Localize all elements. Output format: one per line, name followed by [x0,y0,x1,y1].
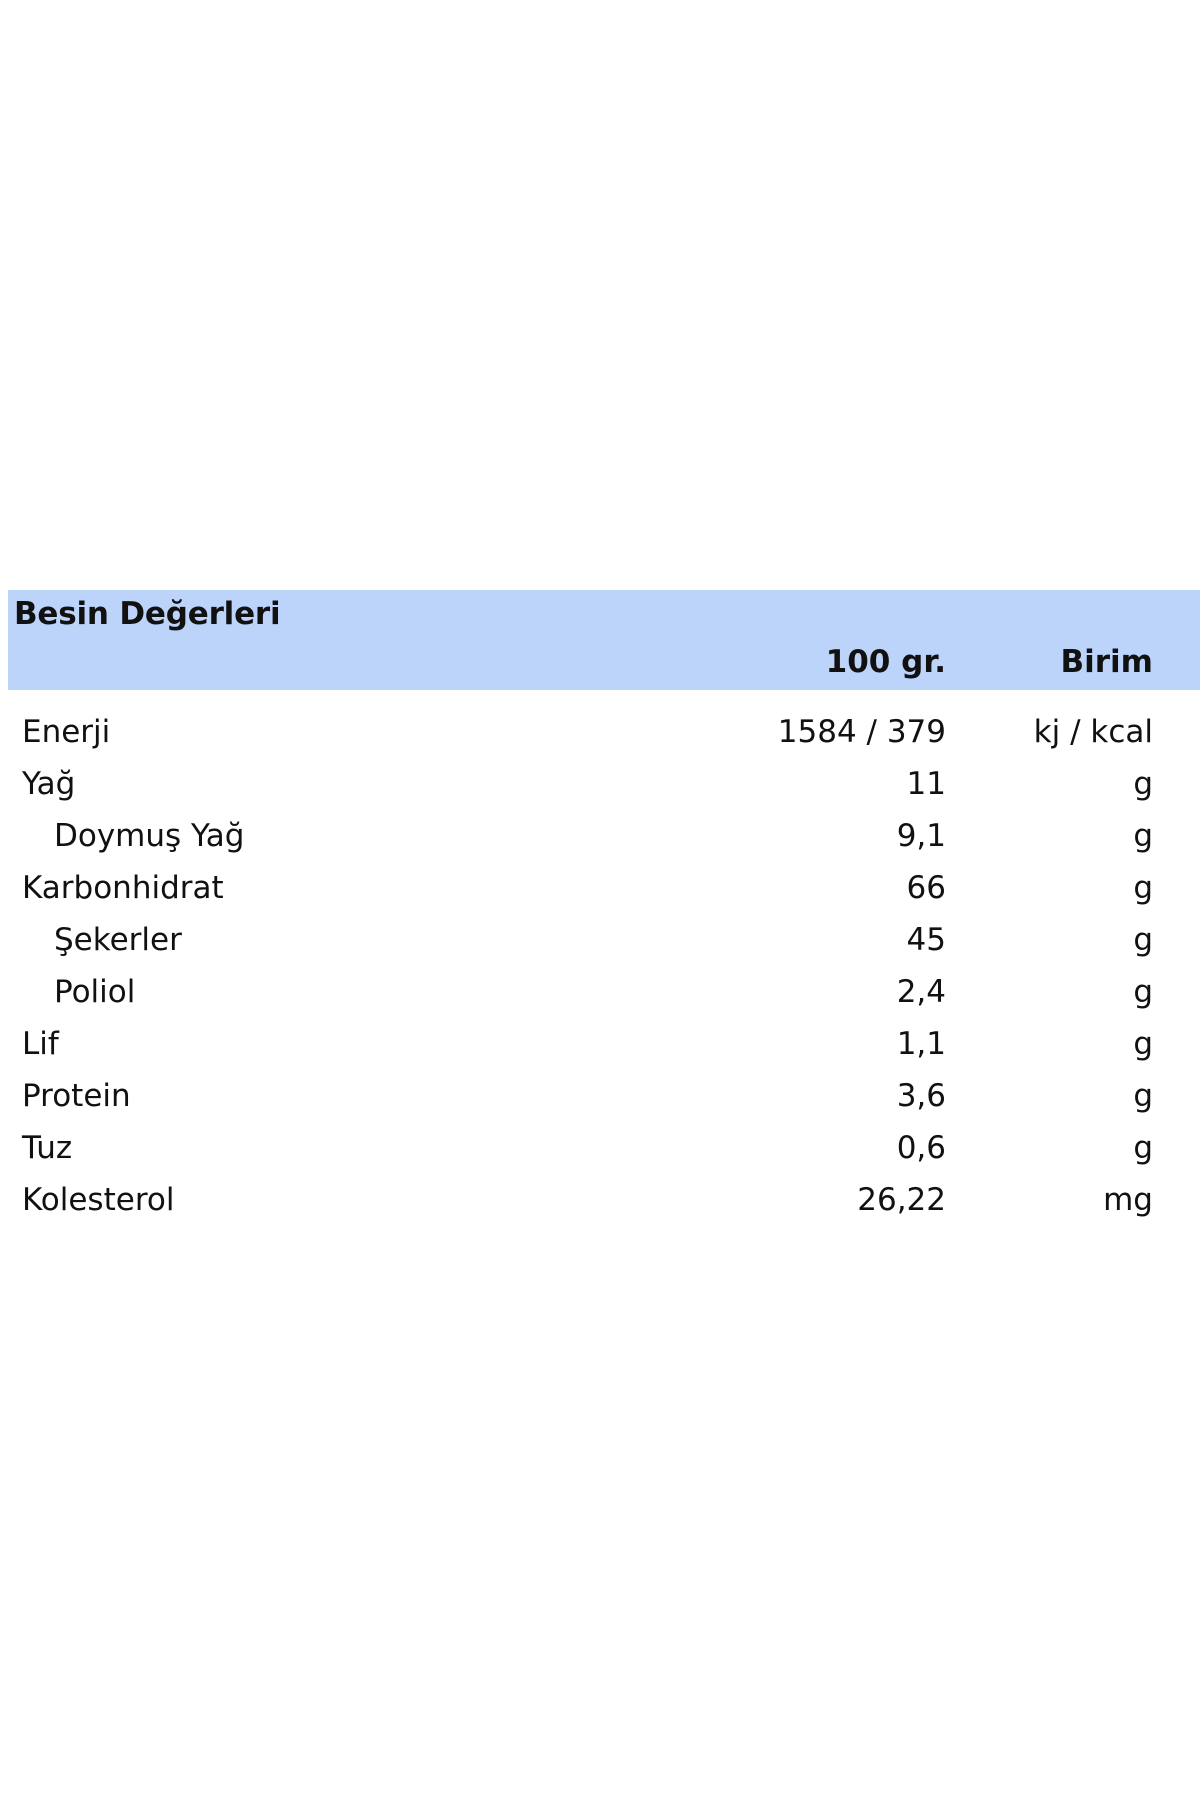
nutrient-amount: 45 [906,922,946,958]
nutrient-unit: g [1133,870,1153,906]
nutrient-name: Karbonhidrat [22,870,224,906]
nutrient-name: Şekerler [54,922,182,958]
nutrient-name: Poliol [54,974,136,1010]
nutrient-unit: g [1133,818,1153,854]
table-row [8,1122,1200,1174]
nutrient-unit: g [1133,974,1153,1010]
table-body [8,690,1200,1226]
table-row [8,862,1200,914]
table-row [8,966,1200,1018]
table-row [8,706,1200,758]
nutrient-amount: 2,4 [896,974,946,1010]
nutrition-facts-table [8,590,1200,1226]
table-row [8,810,1200,862]
nutrient-amount: 1584 / 379 [777,714,946,750]
nutrient-unit: kj / kcal [1033,714,1153,750]
nutrient-unit: g [1133,1130,1153,1166]
table-row [8,758,1200,810]
nutrient-amount: 3,6 [896,1078,946,1114]
table-row [8,914,1200,966]
amount-column-header: 100 gr. [825,644,946,680]
table-title: Besin Değerleri [14,596,281,632]
nutrient-amount: 11 [906,766,946,802]
nutrient-unit: g [1133,1078,1153,1114]
nutrient-amount: 0,6 [896,1130,946,1166]
unit-column-header: Birim [1060,644,1153,680]
nutrient-name: Yağ [22,766,76,802]
nutrient-name: Kolesterol [22,1182,175,1218]
nutrient-name: Protein [22,1078,131,1114]
table-row [8,1070,1200,1122]
table-row [8,1174,1200,1226]
nutrient-name: Tuz [22,1130,73,1166]
nutrient-amount: 26,22 [857,1182,946,1218]
nutrient-name: Doymuş Yağ [54,818,245,854]
nutrient-unit: mg [1103,1182,1153,1218]
nutrient-amount: 1,1 [896,1026,946,1062]
nutrient-unit: g [1133,766,1153,802]
nutrient-name: Lif [22,1026,59,1062]
nutrient-amount: 66 [906,870,946,906]
nutrient-unit: g [1133,922,1153,958]
nutrient-name: Enerji [22,714,111,750]
nutrient-unit: g [1133,1026,1153,1062]
table-row [8,1018,1200,1070]
table-header [8,590,1200,690]
nutrient-amount: 9,1 [896,818,946,854]
